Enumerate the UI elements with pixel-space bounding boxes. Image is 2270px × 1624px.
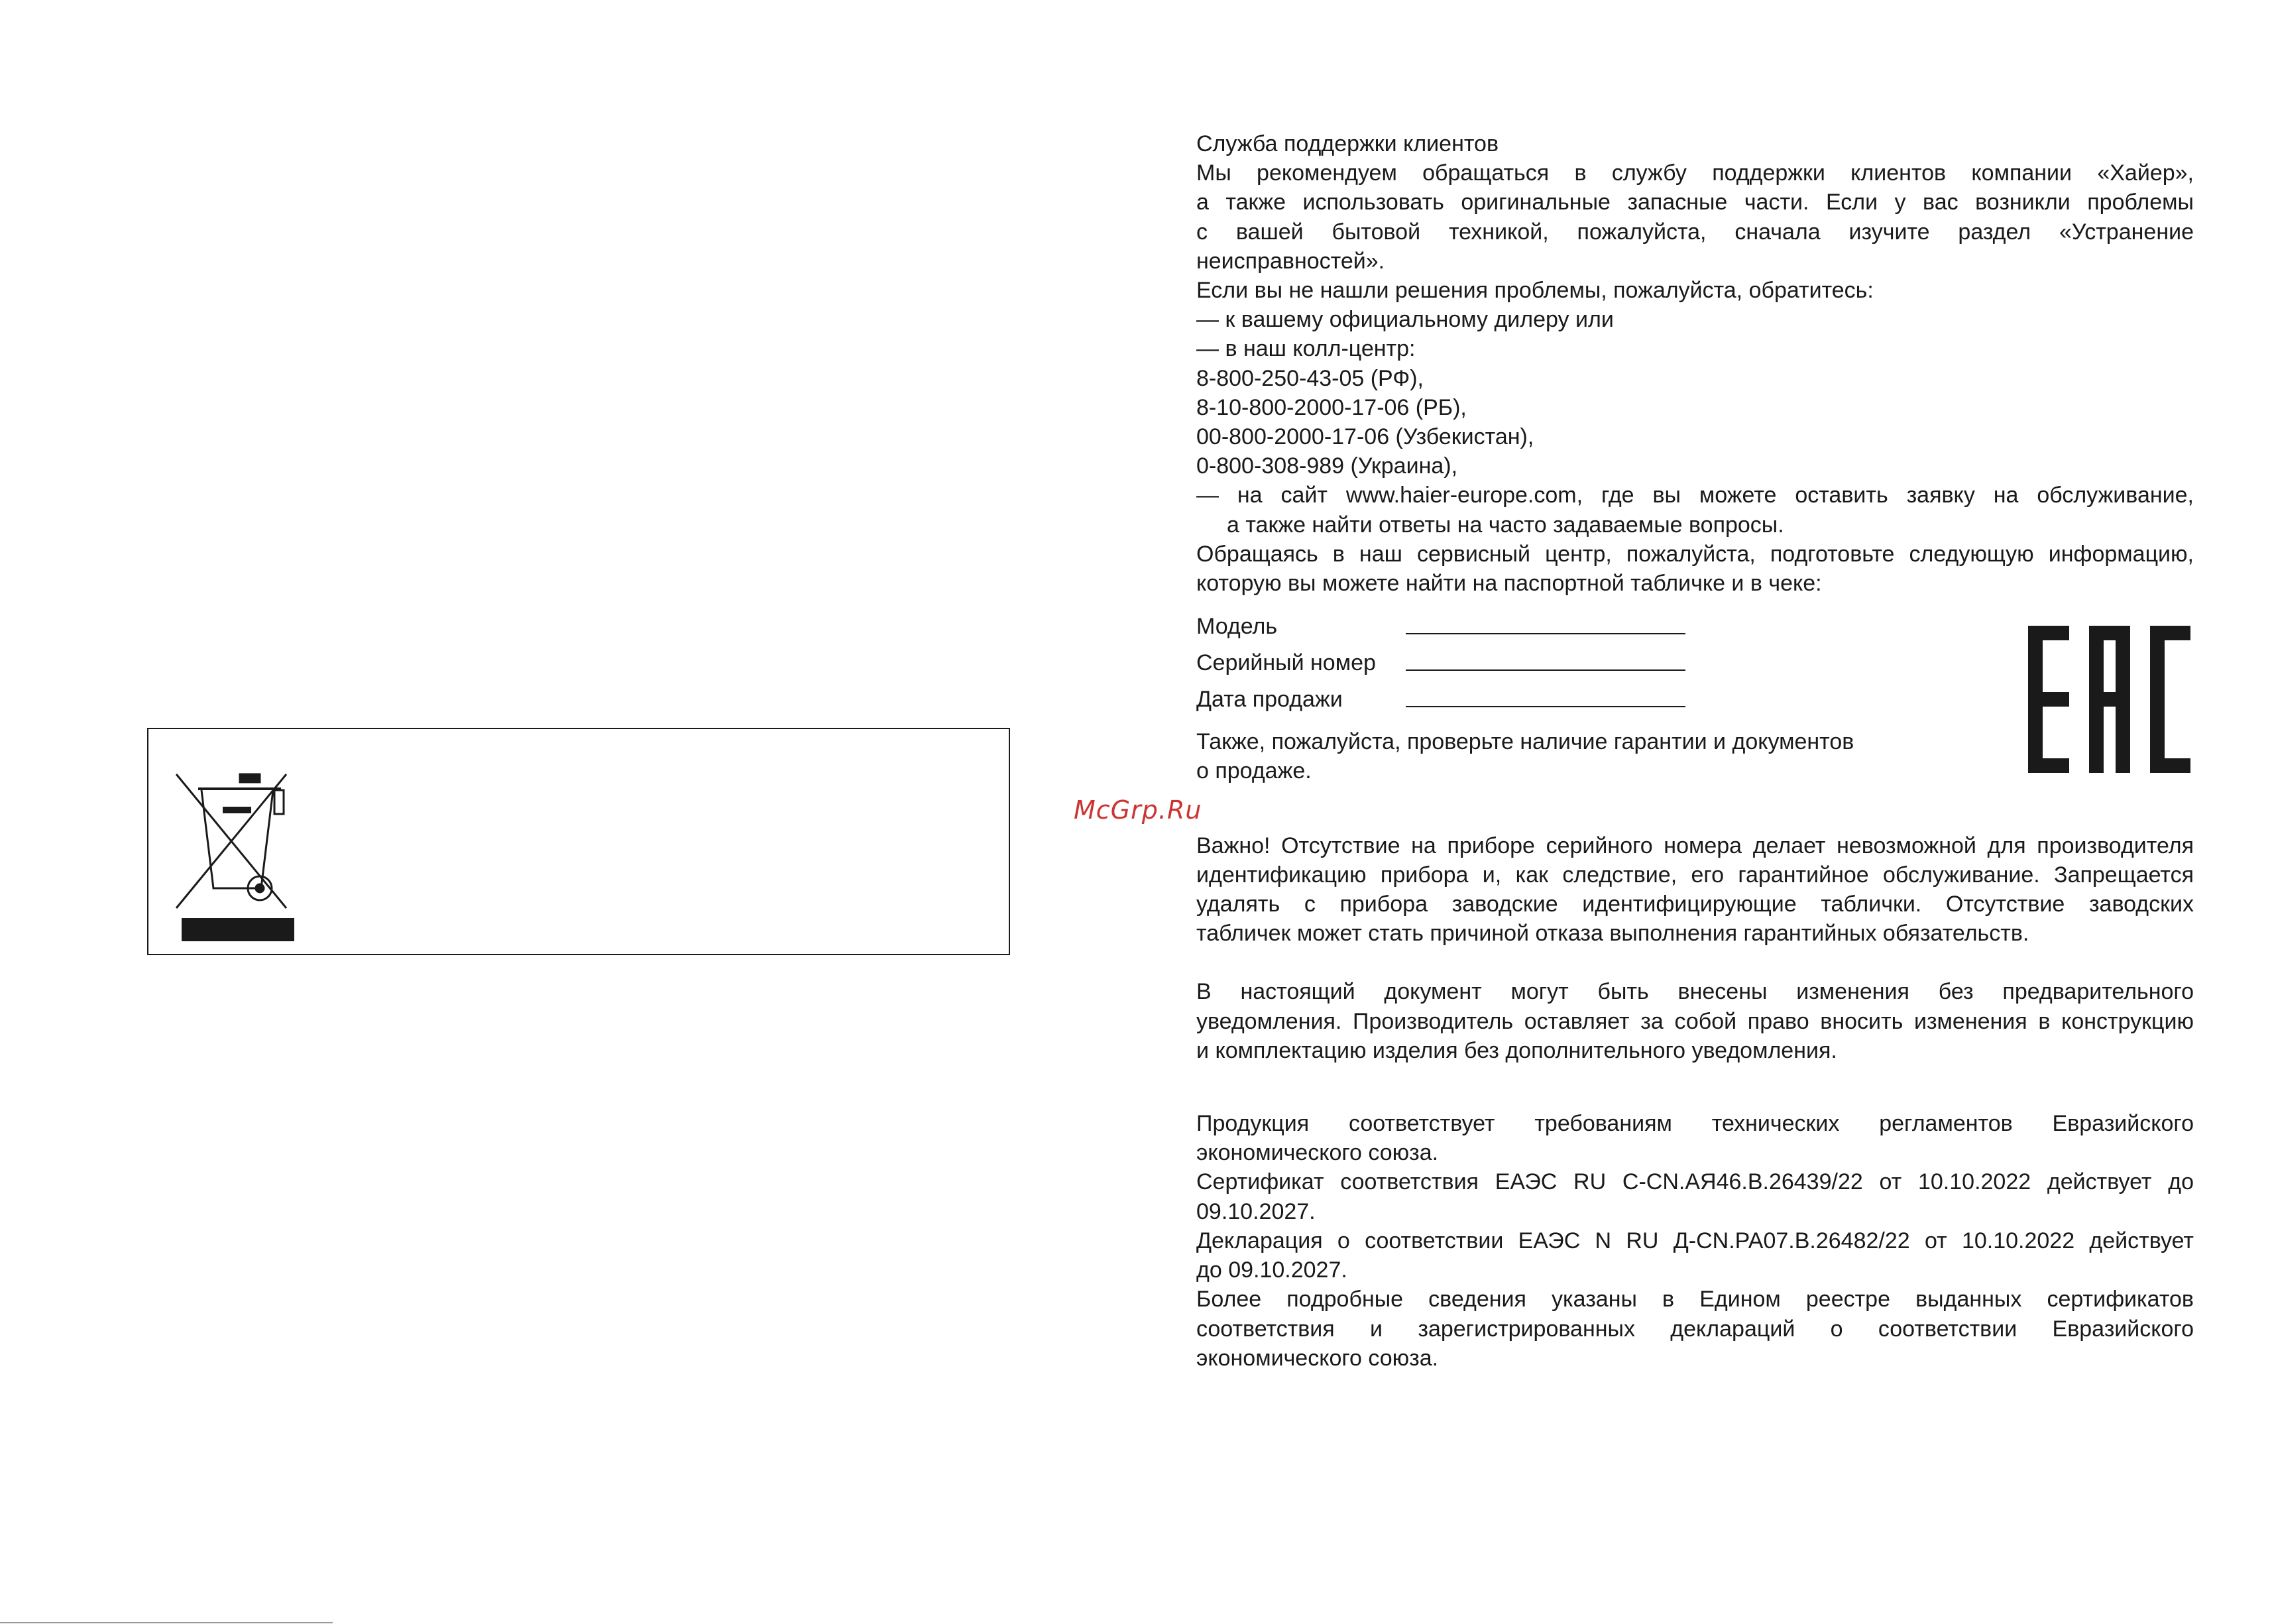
watermark: McGrp.Ru	[1074, 795, 1202, 825]
eac-mark-logo	[2028, 626, 2190, 773]
declaration-info: до 09.10.2027.	[1196, 1257, 1347, 1283]
phone-number-by: 8-10-800-2000-17-06 (РБ),	[1196, 394, 1467, 420]
phone-number-ru: 8-800-250-43-05 (РФ),	[1196, 365, 1424, 391]
support-paragraph-line: с вашей бытовой техникой, пожалуйста, сначала изучите раздел «Устранение	[1196, 219, 2194, 245]
footnote-rule	[0, 1622, 333, 1623]
spacer	[1196, 1065, 2194, 1094]
prepare-info-cont: которую вы можете найти на паспортной табличке и в чеке:	[1196, 571, 1822, 597]
spacer	[1196, 948, 2194, 977]
serial-label: Серийный номер	[1196, 650, 1376, 676]
spacer	[1196, 786, 2194, 831]
changes-notice: В настоящий документ могут быть внесены изменения без предварительного	[1196, 979, 2194, 1005]
registry-info: Более подробные сведения указаны в Едином реестре выданных сертификатов	[1196, 1287, 2194, 1312]
support-contact-intro: Если вы не нашли решения проблемы, пожалуйста, обратитесь:	[1196, 278, 1874, 304]
declaration-info: Декларация о соответствии ЕАЭС N RU Д-CN.PA07.B.26482/22 от 10.10.2022 действует	[1196, 1228, 2194, 1253]
sale-date-blank-line	[1406, 683, 1685, 707]
registry-info: соответствия и зарегистрированных деклараций о соответствии Евразийского	[1196, 1316, 2194, 1342]
phone-number-ua: 0-800-308-989 (Украина),	[1196, 453, 1458, 479]
warranty-check: Также, пожалуйста, проверьте наличие гарантии и документов	[1196, 729, 1854, 755]
compliance-statement: экономического союза.	[1196, 1140, 1439, 1166]
important-note-line: табличек может стать причиной отказа выполнения гарантийных обязательств.	[1196, 921, 2029, 947]
support-paragraph-line: а также использовать оригинальные запасные части. Если у вас возникли проблемы	[1196, 190, 2194, 215]
callcenter-option: — в наш колл-центр:	[1196, 336, 1416, 362]
prepare-info: Обращаясь в наш сервисный центр, пожалуйста, подготовьте следующую информацию,	[1196, 541, 2194, 567]
support-title: Служба поддержки клиентов	[1196, 131, 1499, 156]
changes-notice: уведомления. Производитель оставляет за собой право вносить изменения в конструкцию	[1196, 1008, 2194, 1034]
website-option-cont: а также найти ответы на часто задаваемые вопросы.	[1227, 512, 1784, 538]
important-note-line: удалять с прибора заводские идентифицирующие таблички. Отсутствие заводских	[1196, 892, 2194, 917]
sale-date-label: Дата продажи	[1196, 687, 1343, 713]
warranty-check-cont: о продаже.	[1196, 758, 1312, 784]
weee-disposal-box	[147, 728, 1010, 955]
certificate-info: Сертификат соответствия ЕАЭС RU C-CN.АЯ46.В.26439/22 от 10.10.2022 действует до	[1196, 1169, 2194, 1195]
model-blank-line	[1406, 610, 1685, 634]
crossed-out-wheelie-bin-icon	[162, 749, 294, 941]
spacer	[1196, 1094, 2194, 1109]
changes-notice: и комплектацию изделия без дополнительного уведомления.	[1196, 1037, 1837, 1063]
compliance-statement: Продукция соответствует требованиям технических регламентов Евразийского	[1196, 1111, 2194, 1137]
important-note-line: идентификацию прибора и, как следствие, его гарантийное обслуживание. Запрещается	[1196, 862, 2194, 888]
dealer-option: — к вашему официальному дилеру или	[1196, 307, 1614, 333]
website-option: — на сайт www.haier-europe.com, где вы можете оставить заявку на обслуживание,	[1196, 483, 2194, 508]
important-note-line: Важно! Отсутствие на приборе серийного номера делает невозможной для производителя	[1196, 833, 2194, 858]
phone-number-uz: 00-800-2000-17-06 (Узбекистан),	[1196, 424, 1534, 450]
support-paragraph-line: неисправностей».	[1196, 248, 1385, 274]
certificate-info: 09.10.2027.	[1196, 1198, 1316, 1224]
registry-info: экономического союза.	[1196, 1345, 1439, 1371]
serial-blank-line	[1406, 647, 1685, 671]
support-paragraph-line: Мы рекомендуем обращаться в службу поддержки клиентов компании «Хайер»,	[1196, 160, 2194, 186]
model-label: Модель	[1196, 614, 1278, 640]
